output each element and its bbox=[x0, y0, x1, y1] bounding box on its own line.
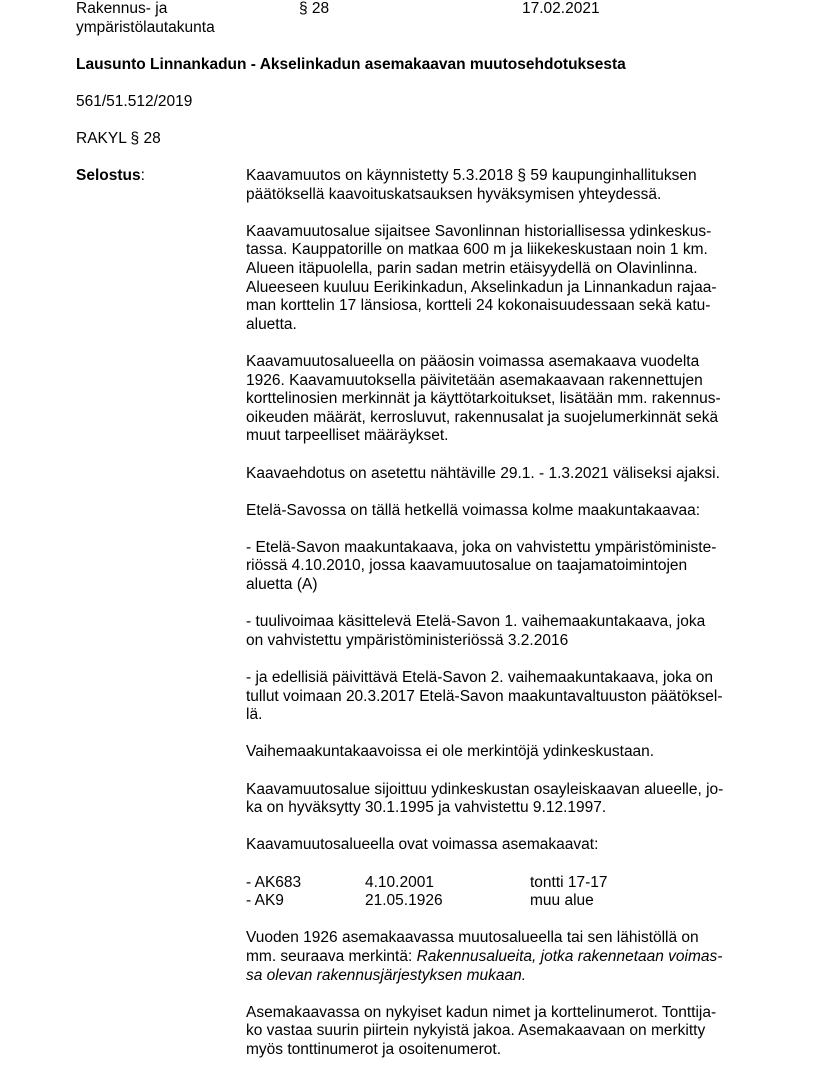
valid-plans-list bbox=[246, 874, 746, 911]
paragraph-master-plan: Kaavamuutosalue sijoittuu ydinkeskustan osayleiskaavan alueelle, jo- ka on hyväksytty 30.1.1995 ja vahvistettu 9.12.1997. bbox=[246, 780, 724, 817]
paragraph-1926-plan-quote: Rakennusalueita, jotka rakennetaan voimas- sa olevan rakennusjärjestyksen mukaan. bbox=[246, 947, 723, 984]
plan-date: 21.05.1926 bbox=[365, 892, 443, 910]
plan-code: - AK9 bbox=[246, 892, 284, 910]
document-title: Lausunto Linnankadun - Akselinkadun asemakaavan muutosehdotuksesta bbox=[76, 56, 626, 73]
paragraph-location: Kaavamuutosalue sijaitsee Savonlinnan historiallisessa ydinkeskus- tassa. Kauppatorille on matkaa 600 m ja liikekeskustaan noin 1 km. Alueen itäpuolella, parin sadan metrin etäisyydellä on Olavinlinna. Alueeseen kuuluu Eerikinkadun, Akselinkadun ja Linnankadun rajaa- man korttelin 17 länsiosa, kortteli 24 kokonaisuudessaan sekä katu- aluetta. bbox=[246, 222, 717, 333]
list-item bbox=[246, 874, 746, 893]
plan-date: 4.10.2001 bbox=[365, 873, 434, 891]
header-section-number: § 28 bbox=[299, 0, 330, 17]
paragraph-street-names: Asemakaavassa on nykyiset kadun nimet ja korttelinumerot. Tonttija- ko vastaa suurin piirtein nykyistä jakoa. Asemakaavaan on merkitty myös tonttinumerot ja osoitenumerot. bbox=[246, 1003, 717, 1058]
paragraph-regional-plans-intro: Etelä-Savossa on tällä hetkellä voimassa kolme maakuntakaavaa: bbox=[246, 501, 701, 519]
body-text bbox=[246, 167, 746, 1078]
paragraph-regional-plan-1: - Etelä-Savon maakuntakaava, joka on vahvistettu ympäristöministe- riössä 4.10.2010, jossa kaavamuutosalue on taajamatoimintojen aluetta (A) bbox=[246, 538, 717, 594]
plan-code: - AK683 bbox=[246, 873, 302, 891]
paragraph-phase-plans: Vaihemaakuntakaavoissa ei ole merkintöjä ydinkeskustaan. bbox=[246, 743, 655, 761]
section-label: Selostus: bbox=[76, 167, 145, 184]
list-item bbox=[246, 892, 746, 911]
paragraph-valid-plans-intro: Kaavamuutosalueella ovat voimassa asemakaavat: bbox=[246, 836, 599, 854]
paragraph-exhibition: Kaavaehdotus on asetettu nähtäville 29.1. - 1.3.2021 väliseksi ajaksi. bbox=[246, 464, 720, 482]
paragraph-regional-plan-2: - tuulivoimaa käsittelevä Etelä-Savon 1. vaihemaakuntakaava, joka on vahvistettu ympäristöministeriössä 3.2.2016 bbox=[246, 613, 706, 649]
section-label-text: Selostus bbox=[76, 167, 141, 184]
plan-note: tontti 17-17 bbox=[530, 873, 608, 891]
diary-number: 561/51.512/2019 bbox=[76, 93, 193, 110]
paragraph-current-plan: Kaavamuutosalueella on pääosin voimassa asemakaava vuodelta 1926. Kaavamuutoksella päivitetään asemakaavaan rakennettujen korttelinosien merkinnät ja käyttötarkoitukset, lisätään mm. rakennus- oikeuden määrät, kerrosluvut, rakennusalat ja suojelumerkinnät sekä muut tarpeelliset määräykset. bbox=[246, 352, 721, 445]
paragraph-initiation: Kaavamuutos on käynnistetty 5.3.2018 § 59 kaupunginhallituksen päätöksellä kaavoituskatsauksen hyväksymisen yhteydessä. bbox=[246, 167, 697, 203]
plan-note: muu alue bbox=[530, 892, 594, 910]
section-reference: RAKYL § 28 bbox=[76, 130, 161, 147]
header-organization: Rakennus- ja ympäristölautakunta bbox=[76, 0, 215, 36]
header-date: 17.02.2021 bbox=[522, 0, 600, 17]
paragraph-1926-plan-text: Vuoden 1926 asemakaavassa muutosalueella tai sen lähistöllä on mm. seuraava merkintä: bbox=[246, 929, 699, 965]
paragraph-1926-plan bbox=[246, 929, 746, 985]
paragraph-regional-plan-3: - ja edellisiä päivittävä Etelä-Savon 2. vaihemaakuntakaava, joka on tullut voimaan 20.3.2017 Etelä-Savon maakuntavaltuuston päätöksel- lä. bbox=[246, 669, 723, 724]
